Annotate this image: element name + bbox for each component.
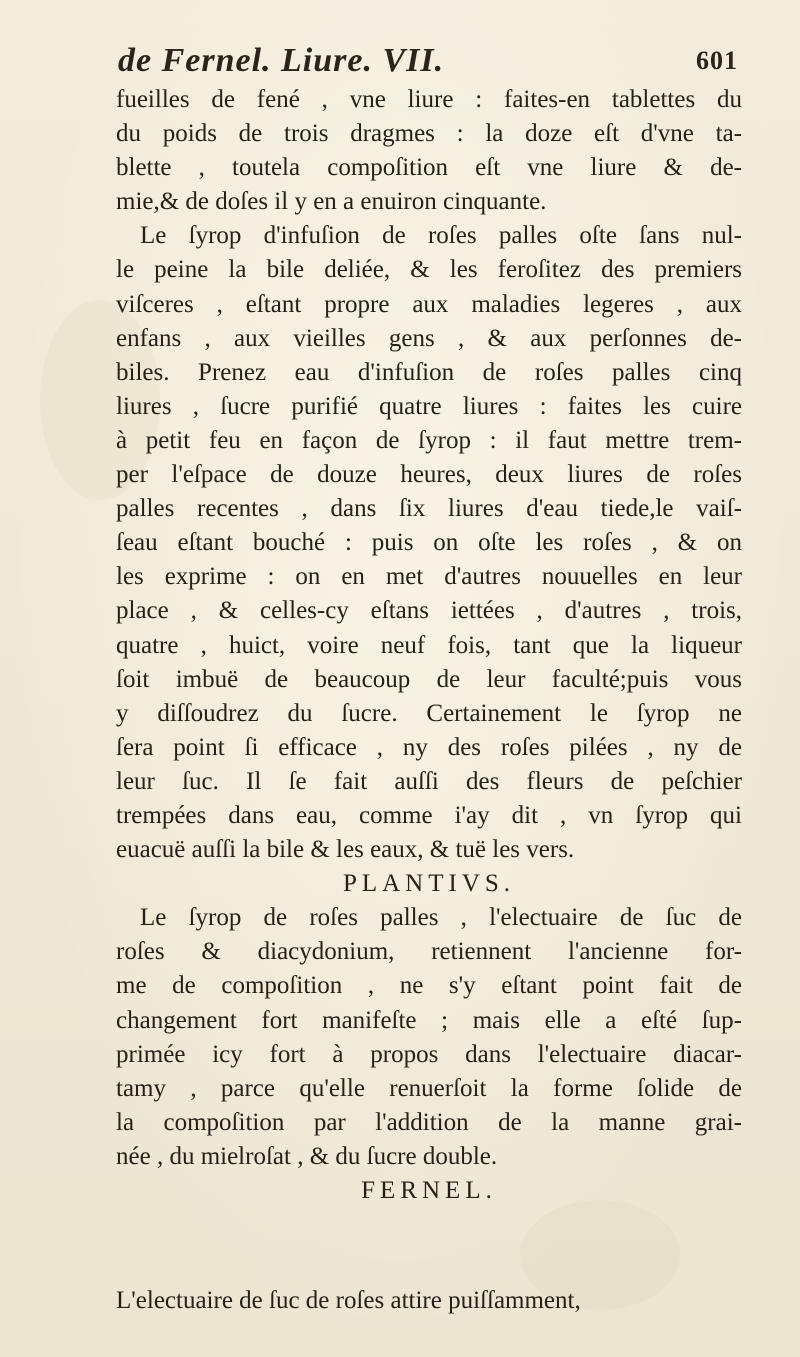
text-line: palles recentes , dans ſix liures d'eau tiede,le vaiſ- [116, 495, 742, 523]
text-line: primée icy fort à propos dans l'electuaire diacar- [116, 1040, 742, 1068]
text-line: viſceres , eſtant propre aux maladies legeres , aux [116, 290, 742, 318]
text-line: per l'eſpace de douze heures, deux liures de roſes [116, 461, 742, 489]
text-line: ſoit imbuë de beaucoup de leur faculté;puis vous [116, 665, 742, 693]
text-line: biles. Prenez eau d'infuſion de roſes palles cinq [116, 358, 742, 386]
body-text [116, 83, 742, 1208]
catchline: L'electuaire de ſuc de roſes attire puiſſamment, [116, 1287, 581, 1314]
text-line: y diſſoudrez du ſucre. Certainement le ſyrop ne [116, 699, 742, 727]
section-heading: FERNEL. [361, 1177, 497, 1204]
page-number: 601 [696, 46, 738, 75]
text-line: quatre , huict, voire neuf fois, tant que la liqueur [116, 631, 742, 659]
text-line: les exprime : on en met d'autres nouuelles en leur [116, 563, 742, 591]
text-line: la compoſition par l'addition de la manne grai- [116, 1108, 742, 1136]
text-line: ſera point ſi efficace , ny des roſes pilées , ny de [116, 733, 742, 761]
text-line: tamy , parce qu'elle renuerſoit la forme ſolide de [116, 1074, 742, 1102]
text-line: née , du mielroſat , & du ſucre double. [116, 1142, 498, 1170]
section-heading: PLANTIVS. [342, 870, 516, 898]
text-line: du poids de trois dragmes : la doze eſt d'vne ta- [116, 120, 742, 148]
text-line: trempées dans eau, comme i'ay dit , vn ſyrop qui [116, 801, 742, 829]
text-line: blette , toutela compoſition eſt vne liure & de- [116, 154, 742, 182]
text-line: ſeau eſtant bouché : puis on oſte les roſes , & on [116, 529, 742, 557]
text-line: leur ſuc. Il ſe fait auſſi des fleurs de peſchier [116, 767, 742, 795]
text-line: euacuë auſſi la bile & les eaux, & tuë les vers. [116, 836, 575, 864]
text-line: me de compoſition , ne s'y eſtant point fait de [116, 972, 742, 1000]
text-line: Le ſyrop d'infuſion de roſes palles oſte ſans nul- [140, 222, 742, 250]
text-line: Le ſyrop de roſes palles , l'electuaire de ſuc de [140, 904, 742, 932]
text-line: à petit feu en façon de ſyrop : il faut mettre trem- [116, 426, 742, 454]
text-line: fueilles de fené , vne liure : faites-en tablettes du [116, 86, 742, 113]
text-line: roſes & diacydonium, retiennent l'ancienne for- [116, 938, 742, 966]
text-line: le peine la bile deliée, & les feroſitez des premiers [116, 256, 742, 284]
text-line: enfans , aux vieilles gens , & aux perſonnes de- [116, 324, 742, 352]
text-line: mie,& de doſes il y en a enuiron cinquante. [116, 188, 547, 216]
text-line: liures , ſucre purifié quatre liures : faites les cuire [116, 392, 742, 420]
text-line: place , & celles-cy eſtans iettées , d'autres , trois, [116, 597, 742, 625]
text-line: changement fort manifeſte ; mais elle a eſté ſup- [116, 1006, 742, 1034]
running-head: de Fernel. Liure. VII. [118, 42, 445, 79]
